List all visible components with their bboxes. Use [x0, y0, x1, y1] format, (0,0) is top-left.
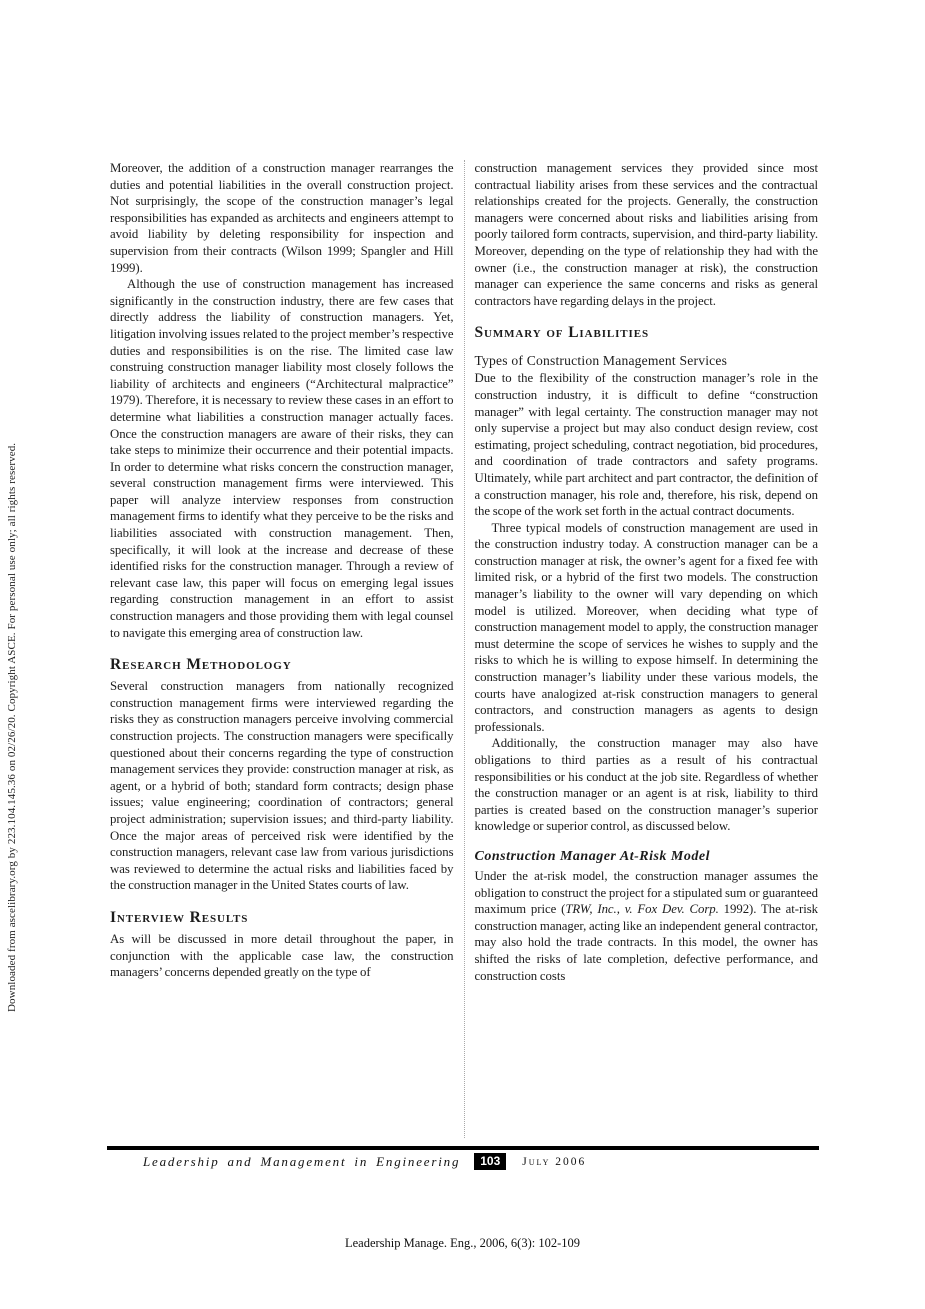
page-number-badge: 103	[474, 1153, 506, 1170]
text-run: Types of Construction Management Services	[474, 353, 728, 369]
text-run: Summary of Liabilities	[474, 324, 649, 342]
paragraph	[475, 520, 819, 736]
text-run: Although the use of construction management has increased significantly in the construction industry, there are few cases that directly address the liability of construction managers. Yet, litigation involving issues related to the project member’s respective duties and responsibilities is on the rise. The limited case law construing construction manager liability most closely follows the liability of architects and engineers (“Architectural malpractice” 1979). Therefore, it is necessary to review these cases in an effort to determine what liabilities a construction manager actually faces. Once the construction managers are aware of their risks, they can take steps to minimize their occurrence and their potential impacts. In order to determine what risks concern the construction manager, several construction management firms were interviewed. This paper will analyze interview responses from construction management firms to identify what they perceive to be the risks and liabilities associated with construction management. Then, specifically, it will look at the increase and decrease of these identified risks for the construction manager. Through a review of relevant case law, this paper will focus on emerging legal issues regarding construction management in an effort to assist construction managers and those providing them with legal counsel to navigate this emerging area of construction law.	[110, 277, 454, 640]
text-run: Under the at-risk model, the construction manager assumes the obligation to construct the project for a stipulated sum or guaranteed maximum price (	[474, 868, 818, 917]
text-run: Three typical models of construction management are used in the construction industry today. A construction manager can be a construction manager at risk, the owner’s agent for a fixed fee with limited risk, or a hybrid of the first two models. The construction manager’s liability to the owner will vary depending on which model is utilized. Moreover, when deciding what type of construction management model to apply, the construction manager must determine the scope of services he wishes to supply and the risks to which he is willing to expose himself. In determining the construction manager’s liability under these various models, the courts have analogized at-risk construction managers to general contractors, and construction managers as agents to design professionals.	[474, 520, 818, 734]
paragraph	[110, 160, 454, 276]
paragraph	[110, 276, 454, 641]
journal-title: Leadership and Management in Engineering	[143, 1153, 461, 1169]
page-footer	[107, 1153, 819, 1170]
issue-date: July 2006	[522, 1155, 587, 1168]
text-run: As will be discussed in more detail throughout the paper, in conjunction with the applicable case law, the construction managers’ concerns depended greatly on the type of	[110, 931, 454, 980]
text-run: Several construction managers from nationally recognized construction management firms were interviewed regarding the risks they as construction managers perceive involving commercial construction projects. The construction managers were specifically questioned about their concerns regarding the type of construction management services they provide: construction manager at risk, as agent, or a hybrid of both; standard form contracts; design phase issues; value engineering; coordination of contractors; general project administration; supervision issues; and third-party liability. Once the major areas of perceived risk were identified by the construction managers, relevant case law from various jurisdictions was reviewed to determine the actual risks and liabilities faced by the construction manager in the United States courts of law.	[110, 679, 454, 893]
text-run: Moreover, the addition of a construction manager rearranges the duties and potential liabilities in the overall construction project. Not surprisingly, the scope of the construction manager’s legal responsibilities has expanded as architects and engineers attempt to avoid liability by deleting responsibility for inspection and supervision from their contracts (Wilson 1999; Spangler and Hill 1999).	[110, 161, 454, 275]
subsection-heading	[475, 353, 819, 369]
text-run: 1992). The at-risk construction manager, acting like an independent general contractor, may also hold the trade contracts. In this model, the owner has shifted the risks of late completion, defective performance, and construction costs	[474, 902, 818, 983]
paragraph	[110, 678, 454, 894]
right-column	[465, 160, 819, 1138]
text-run: Research Methodology	[110, 656, 292, 674]
text-run: Due to the flexibility of the construction manager’s role in the construction industry, it is difficult to define “construction manager” with legal certainty. The construction manager may not only supervise a project but may also conduct design review, cost estimating, project scheduling, contract negotiation, bid procedures, and coordination of trade contractors and safety programs. Ultimately, while part architect and part contractor, the definition of a construction manager, his role and, therefore, his risk, depend on the scope of the work set forth in the actual contract documents.	[474, 371, 818, 519]
case-citation: TRW, Inc., v. Fox Dev. Corp.	[565, 902, 719, 917]
article-body	[110, 160, 818, 1138]
paragraph	[475, 370, 819, 519]
left-column	[110, 160, 464, 1138]
download-attribution-sidebar: Downloaded from ascelibrary.org by 223.104.145.36 on 02/26/20. Copyright ASCE. For personal use only; all rights reserved.	[6, 442, 18, 1012]
section-heading	[110, 656, 454, 674]
text-run: construction management services they provided since most contractual liability arises from these services and the contractual relationships created for the projects. Generally, the construction managers were concerned about risks and liabilities arising from poorly tailored form contracts, supervision, and third-party liability. Moreover, depending on the type of relationship they had with the owner (i.e., the construction manager at risk), the construction manager can experience the same concerns and risks as general contractors have regarding delays in the project.	[474, 161, 818, 308]
section-heading	[110, 909, 454, 927]
paragraph	[475, 868, 819, 984]
paragraph	[475, 735, 819, 835]
text-run: Additionally, the construction manager may also have obligations to third parties as a result of his contractual responsibilities or his conduct at the job site. Regardless of whether the construction manager or an agent is at risk, liability to third parties is created based on the construction manager’s superior knowledge or superior control, as discussed below.	[474, 736, 818, 834]
citation-line: Leadership Manage. Eng., 2006, 6(3): 102-109	[344, 1236, 580, 1250]
text-run: Construction Manager At-Risk Model	[474, 848, 710, 864]
section-heading	[475, 324, 819, 342]
paragraph	[110, 931, 454, 981]
footer-rule	[107, 1146, 819, 1150]
subsection-heading	[475, 849, 819, 865]
paragraph	[475, 160, 819, 309]
text-run: Interview Results	[110, 908, 249, 926]
